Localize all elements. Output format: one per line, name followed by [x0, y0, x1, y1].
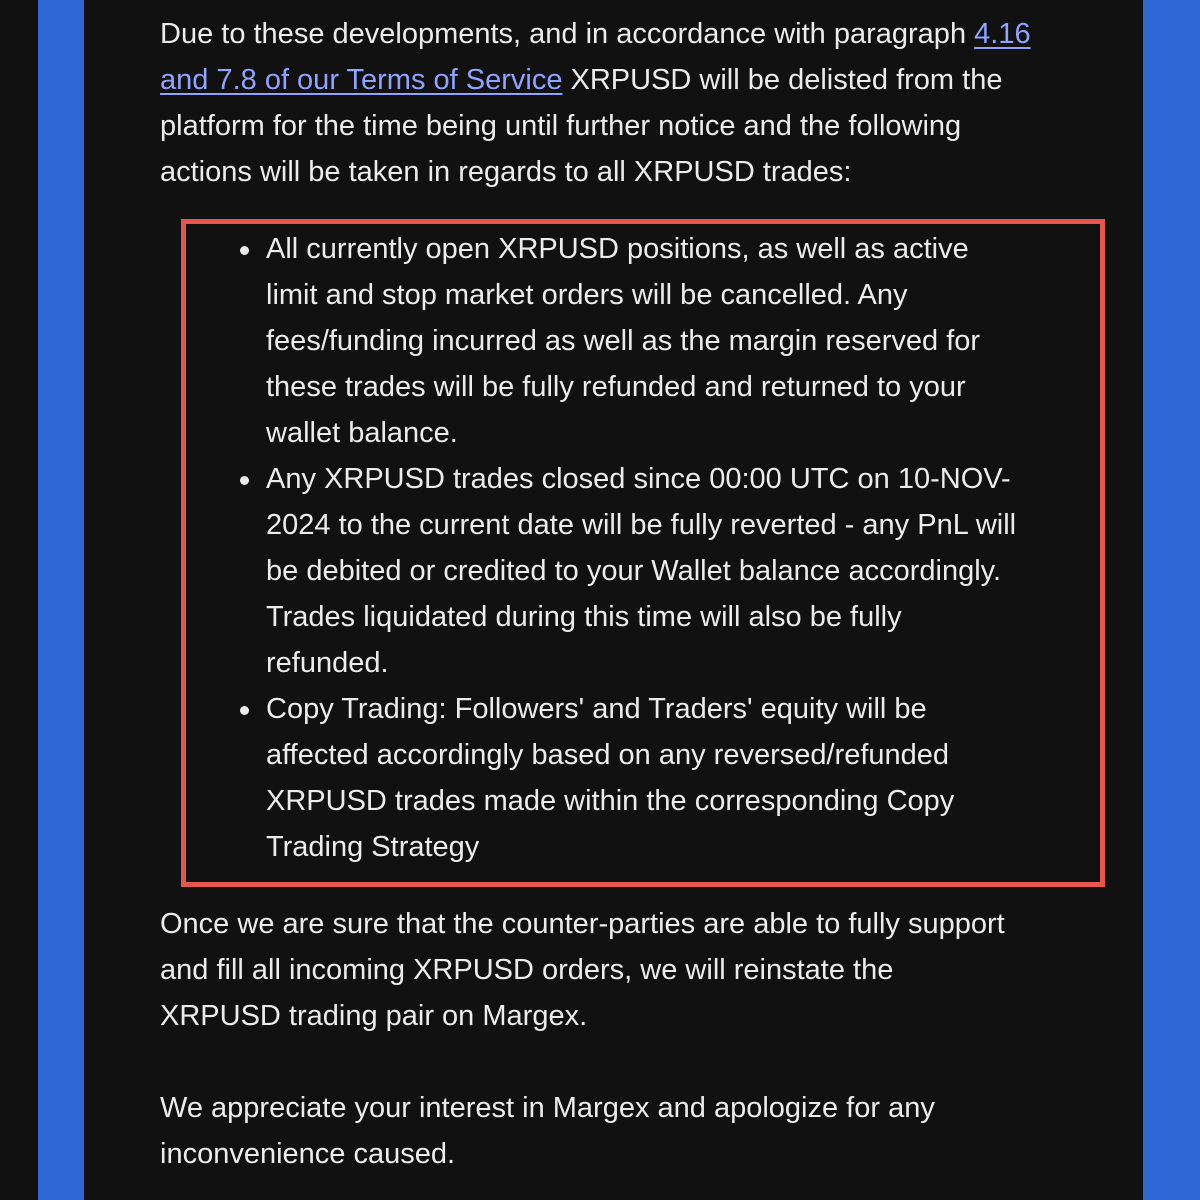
intro-line-2 [160, 57, 1090, 103]
reinstate-line-1: Once we are sure that the counter-parties are able to fully support [160, 908, 1005, 940]
intro-line-3: platform for the time being until further notice and the following [160, 110, 962, 142]
bullet-dot-icon [240, 706, 249, 715]
list-item-line: these trades will be fully refunded and returned to your [266, 371, 966, 403]
list-item-line: Trades liquidated during this time will also be fully [266, 601, 902, 633]
intro-line-1 [160, 11, 1090, 57]
bullet-dot-icon [240, 246, 249, 255]
list-item-line: Any XRPUSD trades closed since 00:00 UTC on 10-NOV- [266, 463, 1011, 495]
left-side-bar [38, 0, 84, 1200]
list-item [266, 686, 1016, 870]
reinstate-line-2: and fill all incoming XRPUSD orders, we will reinstate the [160, 954, 894, 986]
list-item-line: XRPUSD trades made within the corresponding Copy [266, 785, 955, 817]
list-item-line: be debited or credited to your Wallet balance accordingly. [266, 555, 1002, 587]
intro-text-1: Due to these developments, and in accordance with paragraph [160, 18, 975, 50]
closing-line-2: inconvenience caused. [160, 1138, 456, 1170]
reinstate-line-3: XRPUSD trading pair on Margex. [160, 1000, 588, 1032]
actions-list [266, 226, 1016, 870]
bullet-dot-icon [240, 476, 249, 485]
email-body [84, 0, 1143, 1200]
intro-text-2: XRPUSD will be delisted from the [562, 64, 1003, 96]
list-item-line: fees/funding incurred as well as the margin reserved for [266, 325, 981, 357]
list-item-line: refunded. [266, 647, 389, 679]
list-item-line: All currently open XRPUSD positions, as well as active [266, 233, 969, 265]
reinstate-paragraph [160, 901, 1090, 1039]
list-item-line: wallet balance. [266, 417, 458, 449]
list-item-line: Copy Trading: Followers' and Traders' equity will be [266, 693, 927, 725]
intro-paragraph [160, 11, 1090, 195]
intro-line-4: actions will be taken in regards to all XRPUSD trades: [160, 156, 852, 188]
list-item-line: 2024 to the current date will be fully reverted - any PnL will [266, 509, 1017, 541]
right-side-bar [1143, 0, 1200, 1200]
list-item [266, 226, 1016, 456]
list-item-line: Trading Strategy [266, 831, 480, 863]
list-item-line: limit and stop market orders will be cancelled. Any [266, 279, 908, 311]
terms-of-service-link-part-2[interactable]: and 7.8 of our Terms of Service [160, 64, 563, 96]
list-item [266, 456, 1016, 686]
closing-paragraph [160, 1085, 1090, 1177]
list-item-line: affected accordingly based on any reversed/refunded [266, 739, 950, 771]
terms-of-service-link-part-1[interactable]: 4.16 [974, 18, 1031, 50]
closing-line-1: We appreciate your interest in Margex and apologize for any [160, 1092, 935, 1124]
